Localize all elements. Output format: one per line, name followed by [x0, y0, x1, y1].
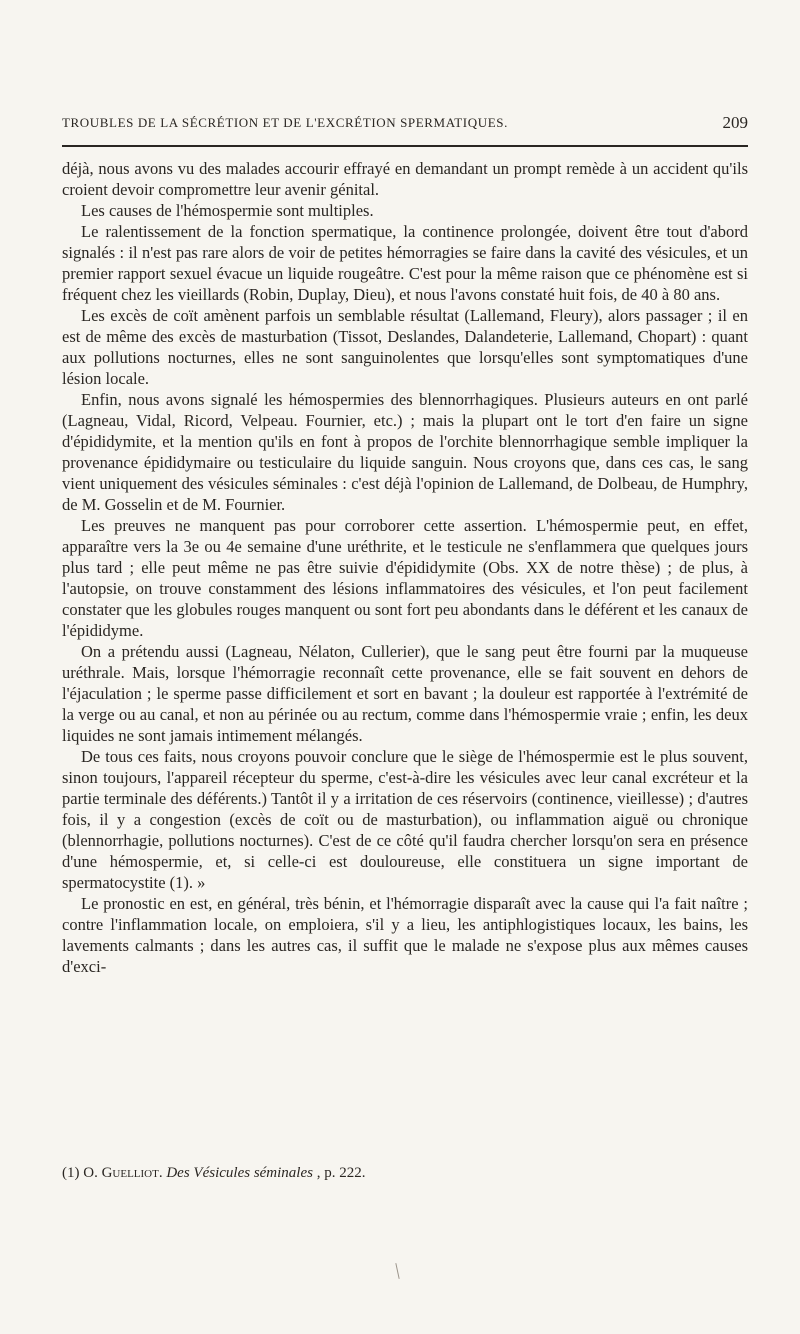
paragraph: Les excès de coït amènent parfois un semblable résultat (Lallemand, Fleury), alors passager ; il en est de même des excès de masturbation (Tissot, Deslandes, Dalandeterie, Lallemand, Chopart) : quant aux pollutions nocturnes, elles ne sont sanguinolentes que lorsqu'elles sont symptomatiques d'une lésion locale.	[62, 306, 748, 388]
paragraph: Les preuves ne manquent pas pour corroborer cette assertion. L'hémospermie peut, en effet, apparaître vers la 3e ou 4e semaine d'une uréthrite, et le testicule ne s'enflammera que quelques jours plus tard ; elle peut même ne pas être suivie d'épididymite (Obs. XX de notre thèse) ; de plus, à l'autopsie, on trouve constamment des lésions inflammatoires des vésicules, et l'on peut facilement constater que les globules rouges manquent ou sont fort peu abondants dans le déférent et les canaux de l'épididyme.	[62, 516, 748, 640]
paragraph: Le ralentissement de la fonction spermatique, la continence prolongée, doivent être tout d'abord signalés : il n'est pas rare alors de voir de petites hémorragies se faire dans la cavité des vésicules, et un premier rapport sexuel évacue un liquide rougeâtre. C'est pour la même raison que ce phénomène est si fréquent chez les vieillards (Robin, Duplay, Dieu), et nous l'avons constaté huit fois, de 40 à 80 ans.	[62, 222, 748, 304]
paragraph: On a prétendu aussi (Lagneau, Nélaton, Cullerier), que le sang peut être fourni par la muqueuse uréthrale. Mais, lorsque l'hémorragie reconnaît cette provenance, elle se fait souvent en dehors de l'éjaculation ; le sperme passe difficilement et sort en bavant ; la douleur est rapportée à l'extrémité de la verge ou au canal, et non au périnée ou au rectum, comme dans l'hémospermie vraie ; enfin, les deux liquides ne sont jamais intimement mélangés.	[62, 642, 748, 745]
paragraph: De tous ces faits, nous croyons pouvoir conclure que le siège de l'hémospermie est le plus souvent, sinon toujours, l'appareil récepteur du sperme, c'est-à-dire les vésicules avec leur canal excréteur et la partie terminale des déférents.) Tantôt il y a irritation de ces réservoirs (continence, vieillesse) ; d'autres fois, il y a congestion (excès de coït ou de masturbation), ou inflammation aiguë ou chronique (blennorrhagie, pollutions nocturnes). C'est de ce côté qu'il faudra chercher lorsqu'on sera en présence d'une hémospermie, et, si celle-ci est douloureuse, elle constituera un signe important de spermatocystite (1). »	[62, 747, 748, 892]
running-head: TROUBLES DE LA SÉCRÉTION ET DE L'EXCRÉTION SPERMATIQUES.	[62, 115, 508, 130]
header-rule	[62, 145, 748, 147]
paragraph: Le pronostic en est, en général, très bénin, et l'hémorragie disparaît avec la cause qui l'a fait naître ; contre l'inflammation locale, on emploiera, s'il y a lieu, les antiphlogistiques locaux, les bains, les lavements calmants ; dans les autres cas, il suffit que le malade ne s'expose plus aux mêmes causes d'exci-	[62, 894, 748, 976]
page-number: 209	[722, 113, 748, 132]
footnote	[62, 1163, 748, 1183]
paragraph: Enfin, nous avons signalé les hémospermies des blennorrhagiques. Plusieurs auteurs en ont parlé (Lagneau, Vidal, Ricord, Velpeau. Fournier, etc.) ; mais la plupart ont le tort d'en faire un signe d'épididymite, et la mention qu'ils en font à propos de l'orchite blennorrhagique semble impliquer la provenance épididymaire ou testiculaire du liquide sanguin. Nous croyons que, dans ces cas, le sang vient uniquement des vésicules séminales : c'est déjà l'opinion de Lallemand, de Dolbeau, de Humphry, de M. Gosselin et de M. Fournier.	[62, 390, 748, 514]
body-text	[62, 158, 748, 977]
footnote-title: Des Vésicules séminales	[166, 1165, 313, 1181]
footnote-marker: (1)	[62, 1165, 80, 1181]
footnote-author: O. Guelliot.	[83, 1165, 163, 1181]
stray-print-mark	[395, 1263, 399, 1279]
footnote-reference: , p. 222.	[316, 1165, 366, 1181]
paragraph: déjà, nous avons vu des malades accourir effrayé en demandant un prompt remède à un accident qu'ils croient devoir compromettre leur avenir génital.	[62, 159, 748, 199]
paragraph: Les causes de l'hémospermie sont multiples.	[81, 201, 374, 220]
